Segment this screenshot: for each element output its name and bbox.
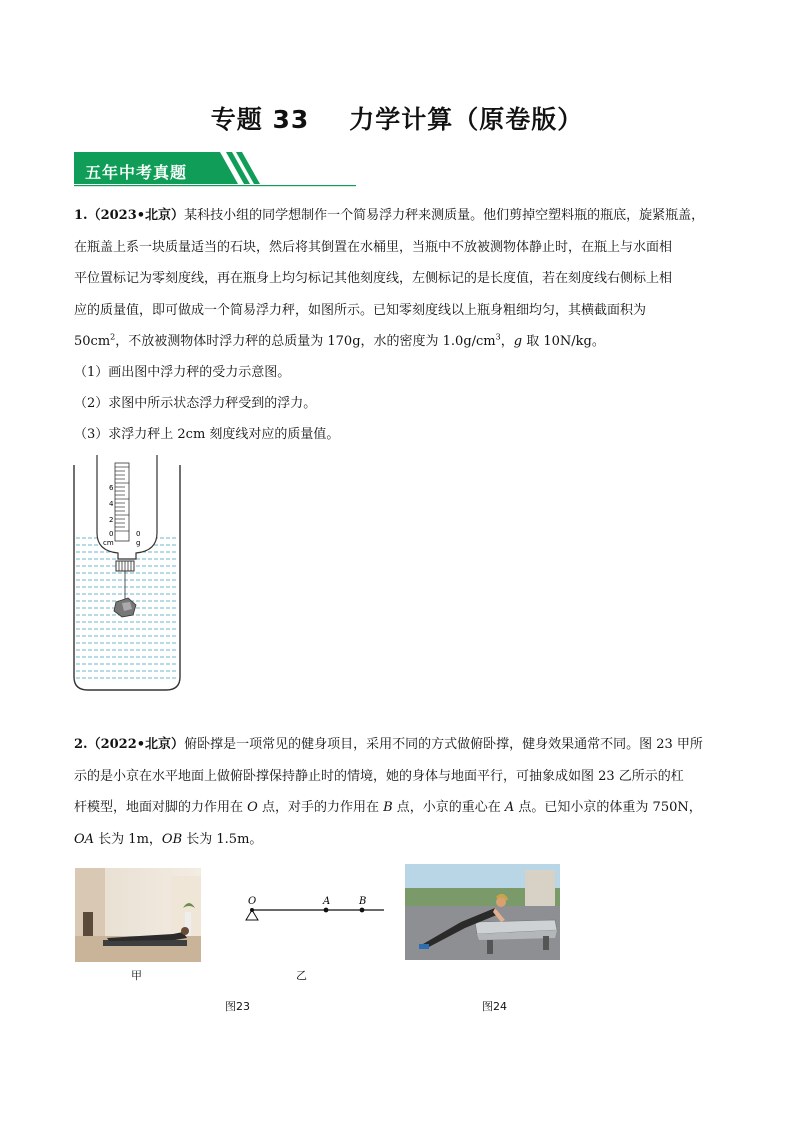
q2-line3: 杆模型，地面对脚的力作用在 O 点，对手的力作用在 B 点，小京的重心在 A 点。已知小京的体重为 750N， xyxy=(74,800,702,815)
scale-tick-4: 4 xyxy=(109,500,114,508)
q1-line4: 应的质量值，即可做成一个简易浮力秤，如图所示。已知零刻度线以上瓶身粗细均匀，其横截面积为 xyxy=(74,302,647,318)
lever-label-a: A xyxy=(323,896,331,907)
scale-tick-0: 0 xyxy=(109,530,114,538)
page-title xyxy=(0,100,794,136)
title-part1: 专题 33 xyxy=(210,105,310,134)
q2-line2: 示的是小京在水平地面上做俯卧撑保持静止时的情境，她的身体与地面平行，可抽象成如图 23 乙所示的杠 xyxy=(74,768,684,784)
question-2 xyxy=(74,729,722,855)
q2-line4: OA 长为 1m，OB 长为 1.5m。 xyxy=(74,831,263,847)
pushup-bench-photo xyxy=(405,864,560,960)
buoyancy-scale-figure xyxy=(70,455,185,695)
scale-right-zero: 0 xyxy=(136,530,141,538)
caption-yi: 乙 xyxy=(296,969,307,982)
question-1-number: 1.（2023•北京） xyxy=(74,208,185,223)
scale-tick-2: 2 xyxy=(109,516,114,524)
lever-model-diagram xyxy=(238,892,388,932)
q1-sub2: （2）求图中所示状态浮力秤受到的浮力。 xyxy=(74,396,317,411)
lever-label-b: B xyxy=(359,896,367,907)
scale-unit-cm: cm xyxy=(103,539,114,547)
q1-line5: $50cm^2$，不放被测物体时浮力秤的总质量为 170g，水的密度为 $1.0g/cm^3$，g 取 10N/kg。 xyxy=(74,332,605,349)
pushup-indoor-photo xyxy=(75,868,201,962)
section-label: 五年中考真题 xyxy=(85,163,188,182)
caption-fig23: 图23 xyxy=(225,1000,250,1013)
q1-line2: 在瓶盖上系一块质量适当的石块，然后将其倒置在水桶里，当瓶中不放被测物体静止时，在瓶上与水面相 xyxy=(74,239,673,255)
q1-sub3: （3）求浮力秤上 2cm 刻度线对应的质量值。 xyxy=(74,427,340,442)
question-2-number: 2.（2022•北京） xyxy=(74,737,185,752)
q2-line1: 俯卧撑是一项常见的健身项目，采用不同的方式做俯卧撑，健身效果通常不同。图 23 甲所 xyxy=(184,737,703,752)
q1-sub1: （1）画出图中浮力秤的受力示意图。 xyxy=(74,365,291,380)
title-part2: 力学计算（原卷版） xyxy=(349,105,584,134)
q1-line1: 某科技小组的同学想制作一个简易浮力秤来测质量。他们剪掉空塑料瓶的瓶底，旋紧瓶盖， xyxy=(184,208,705,223)
q1-line3: 平位置标记为零刻度线，再在瓶身上均匀标记其他刻度线，左侧标记的是长度值，若在刻度线右侧标上相 xyxy=(74,271,673,286)
caption-jia: 甲 xyxy=(131,969,142,982)
question-1 xyxy=(74,200,722,358)
lever-label-o: O xyxy=(248,896,257,907)
scale-tick-6: 6 xyxy=(109,484,114,492)
caption-fig24: 图24 xyxy=(482,1000,507,1013)
scale-unit-g: g xyxy=(136,539,141,547)
